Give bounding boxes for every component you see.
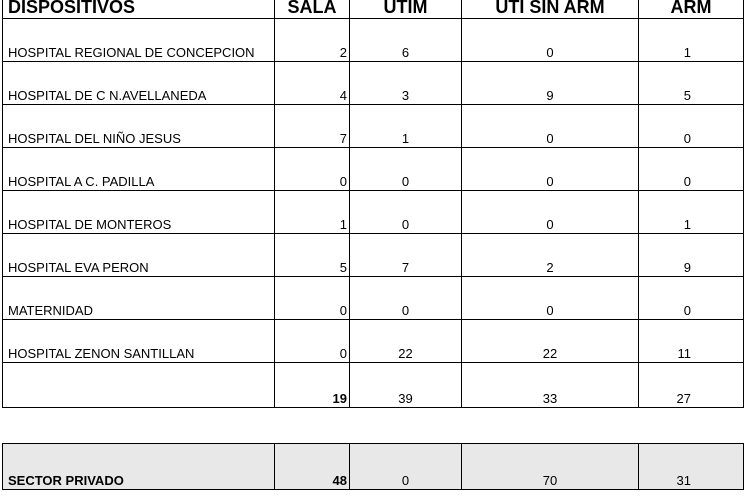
cell-name: HOSPITAL EVA PERON bbox=[3, 234, 275, 277]
table-row bbox=[3, 62, 744, 105]
cell-arm: 11 bbox=[639, 320, 744, 363]
cell-total-utim: 39 bbox=[350, 363, 462, 408]
cell-private-utim: 0 bbox=[350, 444, 462, 490]
cell-utim: 1 bbox=[350, 105, 462, 148]
cell-uti-sin-arm: 22 bbox=[462, 320, 639, 363]
cell-private-arm: 31 bbox=[639, 444, 744, 490]
header-row bbox=[3, 0, 744, 19]
totals-row bbox=[3, 363, 744, 408]
table-row bbox=[3, 19, 744, 62]
cell-uti-sin-arm: 0 bbox=[462, 105, 639, 148]
cell-name: HOSPITAL DE MONTEROS bbox=[3, 191, 275, 234]
cell-uti-sin-arm: 0 bbox=[462, 19, 639, 62]
cell-utim: 3 bbox=[350, 62, 462, 105]
cell-total-name bbox=[3, 363, 275, 408]
cell-utim: 7 bbox=[350, 234, 462, 277]
cell-sala: 0 bbox=[275, 320, 350, 363]
cell-sala: 0 bbox=[275, 277, 350, 320]
cell-arm: 5 bbox=[639, 62, 744, 105]
cell-private-name: SECTOR PRIVADO bbox=[3, 444, 275, 490]
cell-arm: 0 bbox=[639, 105, 744, 148]
header-sala: SALA bbox=[275, 0, 350, 19]
header-dispositivos: DISPOSITIVOS bbox=[3, 0, 275, 19]
table-row bbox=[3, 234, 744, 277]
cell-utim: 0 bbox=[350, 277, 462, 320]
cell-arm: 0 bbox=[639, 277, 744, 320]
table-row bbox=[3, 320, 744, 363]
cell-sala: 4 bbox=[275, 62, 350, 105]
cell-utim: 6 bbox=[350, 19, 462, 62]
cell-name: HOSPITAL DE C N.AVELLANEDA bbox=[3, 62, 275, 105]
cell-uti-sin-arm: 0 bbox=[462, 191, 639, 234]
cell-uti-sin-arm: 2 bbox=[462, 234, 639, 277]
cell-uti-sin-arm: 0 bbox=[462, 148, 639, 191]
cell-sala: 7 bbox=[275, 105, 350, 148]
cell-private-uti-sin-arm: 70 bbox=[462, 444, 639, 490]
hospital-beds-table bbox=[2, 0, 744, 408]
cell-name: HOSPITAL A C. PADILLA bbox=[3, 148, 275, 191]
cell-private-sala: 48 bbox=[275, 444, 350, 490]
cell-arm: 1 bbox=[639, 19, 744, 62]
table-row bbox=[3, 191, 744, 234]
cell-name: HOSPITAL ZENON SANTILLAN bbox=[3, 320, 275, 363]
cell-total-sala: 19 bbox=[275, 363, 350, 408]
cell-arm: 9 bbox=[639, 234, 744, 277]
cell-total-arm: 27 bbox=[639, 363, 744, 408]
cell-sala: 5 bbox=[275, 234, 350, 277]
header-utim: UTIM bbox=[350, 0, 462, 19]
cell-arm: 0 bbox=[639, 148, 744, 191]
cell-uti-sin-arm: 0 bbox=[462, 277, 639, 320]
cell-sala: 2 bbox=[275, 19, 350, 62]
cell-sala: 0 bbox=[275, 148, 350, 191]
cell-arm: 1 bbox=[639, 191, 744, 234]
cell-name: HOSPITAL REGIONAL DE CONCEPCION bbox=[3, 19, 275, 62]
table-row bbox=[3, 277, 744, 320]
header-arm: ARM bbox=[639, 0, 744, 19]
private-sector-row bbox=[3, 444, 744, 490]
header-uti-sin-arm: UTI SIN ARM bbox=[462, 0, 639, 19]
cell-uti-sin-arm: 9 bbox=[462, 62, 639, 105]
private-sector-table bbox=[2, 443, 744, 490]
cell-utim: 0 bbox=[350, 148, 462, 191]
cell-name: MATERNIDAD bbox=[3, 277, 275, 320]
table-row bbox=[3, 105, 744, 148]
cell-name: HOSPITAL DEL NIÑO JESUS bbox=[3, 105, 275, 148]
cell-utim: 0 bbox=[350, 191, 462, 234]
table-row bbox=[3, 148, 744, 191]
cell-total-uti-sin-arm: 33 bbox=[462, 363, 639, 408]
cell-utim: 22 bbox=[350, 320, 462, 363]
cell-sala: 1 bbox=[275, 191, 350, 234]
